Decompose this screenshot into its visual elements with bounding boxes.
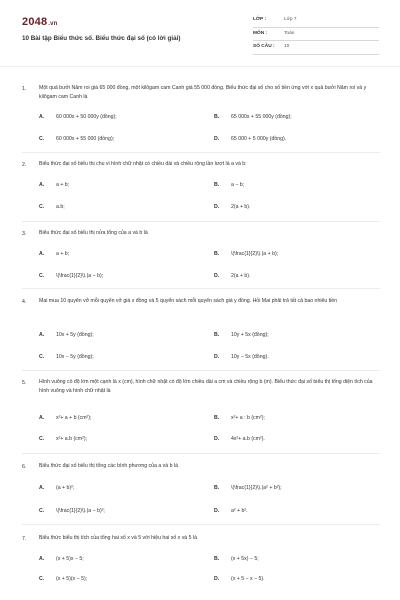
site-logo[interactable] (22, 16, 58, 28)
option-text: x²+ a + b (cm²); (56, 415, 92, 421)
option-text: x²+ a : b (cm²); (231, 415, 265, 421)
option-letter: D. (214, 436, 220, 442)
logo-text: 2048 (22, 16, 48, 28)
option-letter: B. (214, 251, 220, 257)
option-text: (a + b)²; (56, 485, 75, 491)
option-text: 60 000x + 50 000y (đồng); (56, 114, 117, 120)
question-number: 5. (22, 380, 27, 386)
option-text: (x + 5x) − 5; (231, 556, 259, 562)
meta-row-subject (253, 28, 379, 42)
option-text: 60 000x + 55 000 (đồng); (56, 136, 115, 142)
option-text: \(\frac{1}{2}\).(a + b); (231, 251, 279, 257)
option-letter: D. (214, 354, 220, 360)
option-text: \(\frac{1}{2}\).(a − b); (56, 273, 104, 279)
option-letter: C. (39, 273, 45, 279)
question-text: Biểu thức đại số biểu thị tổng các bình phương của a và b là (39, 463, 178, 469)
question-text: Biểu thức đại số biểu thị nửa tổng của a và b là (39, 230, 148, 236)
option-letter: B. (214, 415, 220, 421)
option-letter: C. (39, 204, 45, 210)
option-letter: B. (214, 114, 220, 120)
option-letter: D. (214, 273, 220, 279)
page-title: 10 Bài tập Biểu thức số. Biểu thức đại số (có lời giải) (22, 35, 181, 42)
logo-tld: .vn (48, 21, 58, 27)
option-letter: C. (39, 576, 45, 582)
meta-value: Lớp 7 (284, 17, 297, 22)
option-text: a² + b². (231, 508, 248, 514)
question-text: Mai mua 10 quyển vở mỗi quyển vở giá x đồng và 5 quyển sách mỗi quyển sách giá y đồng. Hỏi Mai phải trả tất cả bao nhiêu tiền (39, 298, 338, 304)
option-text: 10x − 5y (đồng); (56, 354, 94, 360)
option-text: \(\frac{1}{2}\).(a² + b²); (231, 485, 282, 491)
option-letter: A. (39, 114, 45, 120)
question-divider (22, 524, 380, 525)
option-text: a − b; (231, 182, 245, 188)
meta-row-class (253, 14, 379, 28)
option-letter: A. (39, 182, 45, 188)
option-text: 10x + 5y (đồng); (56, 332, 94, 338)
question-text: Một quả bưởi Năm roi giá 65 000 đồng, một kilôgam cam Canh giá 55 000 đồng. Biểu thức đại số cho số tiền ứng với x quả bưởi Năm roi và y kilôgam cam Canh là (39, 85, 367, 101)
question-divider (22, 288, 380, 289)
question-number: 6. (22, 464, 27, 470)
option-letter: A. (39, 251, 45, 257)
option-letter: D. (214, 576, 220, 582)
option-letter: B. (214, 332, 220, 338)
meta-value: Toán (284, 30, 295, 36)
option-text: \(\frac{1}{2}\).(a − b)²; (56, 508, 105, 514)
option-text: a.b; (56, 204, 65, 210)
option-text: (x + 5 − x − 5). (231, 576, 265, 582)
option-text: 65 000 + 5 000y (đồng). (231, 136, 287, 142)
option-text: 2(a + b). (231, 204, 251, 210)
option-text: 4x²+ a.b (cm²). (231, 436, 265, 442)
meta-row-count (253, 41, 379, 55)
option-letter: B. (214, 182, 220, 188)
option-text: 65 000x + 55 000y (đồng); (231, 114, 292, 120)
question-text: Biểu thức biểu thị tích của tổng hai số x và 5 với hiệu hai số x và 5 là (39, 535, 197, 541)
option-letter: B. (214, 485, 220, 491)
question-number: 7. (22, 536, 27, 542)
question-number: 4. (22, 299, 27, 305)
option-text: a + b; (56, 251, 70, 257)
question-number: 1. (22, 86, 27, 92)
question-text: Biểu thức đại số biểu thị chu vi hình chữ nhật có chiều dài và chiều rộng lần lượt là a và b: (39, 161, 247, 167)
meta-table (253, 14, 379, 55)
option-letter: A. (39, 332, 45, 338)
question-text: Hình vuông có độ lớn một cạnh là x (cm), hình chữ nhật có độ lớn chiều dài a cm và chiều rộng b (m). Biểu thức đại số biểu thị tổng diện tích của hình vuông và hình chữ nhật là (39, 379, 373, 395)
option-text: 10y − 5x (đồng). (231, 354, 269, 360)
option-letter: C. (39, 354, 45, 360)
header-divider (0, 66, 400, 67)
option-letter: B. (214, 556, 220, 562)
option-letter: C. (39, 136, 45, 142)
page-header (0, 0, 400, 67)
option-text: 2(a + b). (231, 273, 251, 279)
option-letter: C. (39, 508, 45, 514)
question-divider (22, 152, 380, 153)
option-text: a + b; (56, 182, 70, 188)
option-letter: A. (39, 415, 45, 421)
question-divider (22, 221, 380, 222)
option-text: (x + 5)(x − 5); (56, 576, 88, 582)
meta-label: MÔN : (253, 30, 268, 36)
meta-value: 10 (284, 44, 290, 49)
question-divider (22, 370, 380, 371)
option-text: 10y + 5x (đồng); (231, 332, 269, 338)
option-letter: D. (214, 508, 220, 514)
meta-label: SỐ CÂU : (253, 44, 275, 49)
question-divider (22, 453, 380, 454)
option-letter: C. (39, 436, 45, 442)
meta-label: LỚP : (253, 17, 267, 22)
option-text: x²+ a.b (cm²); (56, 436, 87, 442)
option-letter: A. (39, 556, 45, 562)
option-letter: D. (214, 204, 220, 210)
option-letter: A. (39, 485, 45, 491)
option-letter: D. (214, 136, 220, 142)
question-number: 3. (22, 231, 27, 237)
question-number: 2. (22, 162, 27, 168)
option-text: (x + 5)x − 5; (56, 556, 84, 562)
